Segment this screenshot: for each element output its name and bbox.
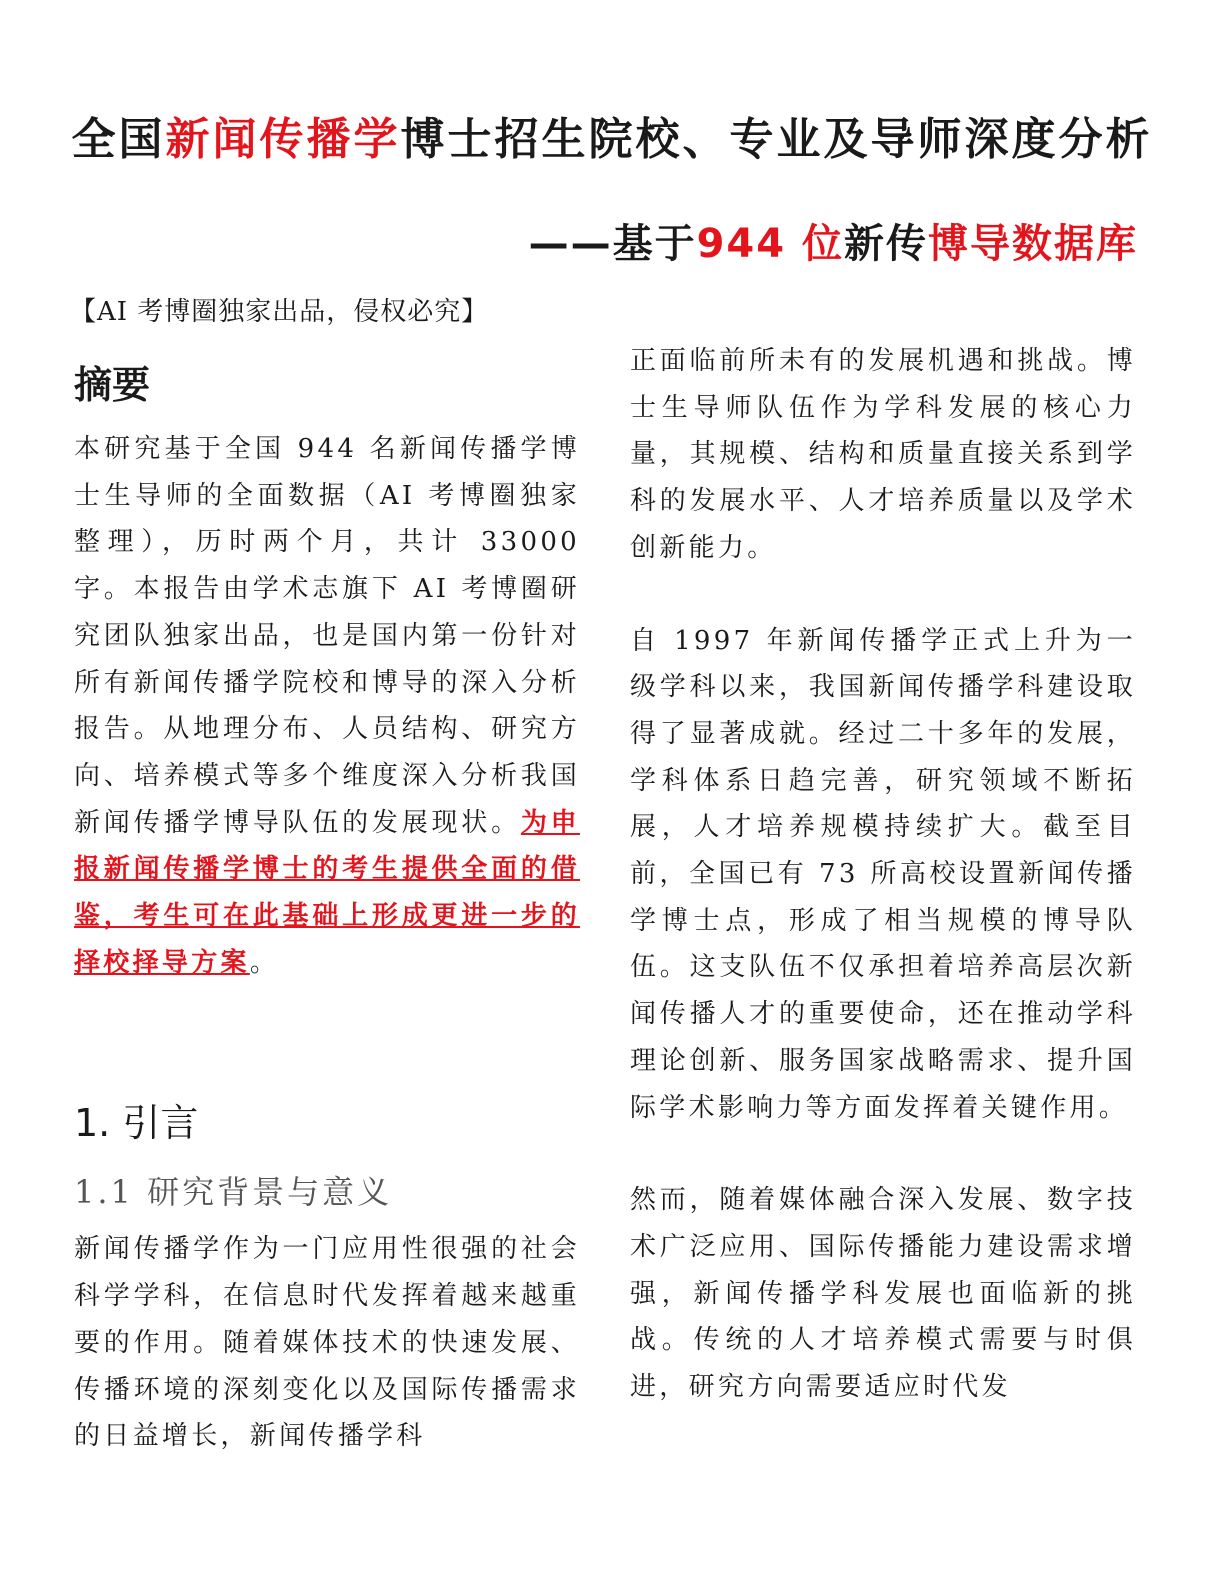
subtitle-middle: 新传	[844, 221, 928, 267]
title-prefix: 全国	[71, 114, 166, 165]
copyright-notice: 【AI 考博圈独家出品，侵权必究】	[70, 297, 489, 327]
subtitle-prefix: ——基于	[528, 221, 697, 267]
abstract-end: 。	[249, 947, 280, 978]
document-title	[0, 112, 1224, 168]
title-suffix: 博士招生院校、专业及导师深度分析	[400, 114, 1153, 165]
abstract-text: 本研究基于全国 944 名新闻传播学博士生导师的全面数据（AI 考博圈独家整理），历时两个月，共计 33000 字。本报告由学术志旗下 AI 考博圈研究团队独家出品，也是国内第一份针对所有新闻传播学院校和博导的深入分析报告。从地理分布、人员结构、研究方向、培养模式等多个维度深入分析我国新闻传播学博导队伍的发展现状。	[74, 434, 580, 838]
background-paragraph: 新闻传播学作为一门应用性很强的社会科学学科，在信息时代发挥着越来越重要的作用。随着媒体技术的快速发展、传播环境的深刻变化以及国际传播需求的日益增长，新闻传播学科	[74, 1234, 580, 1452]
section-heading-introduction: 1. 引言	[74, 1101, 199, 1146]
left-column	[70, 292, 580, 1460]
document-subtitle	[529, 218, 1138, 270]
subtitle-db-highlight: 博导数据库	[928, 221, 1138, 267]
abstract-paragraph	[74, 426, 580, 986]
right-paragraph-1: 正面临前所未有的发展机遇和挑战。博士生导师队伍作为学科发展的核心力量，其规模、结构和质量直接关系到学科的发展水平、人才培养质量以及学术创新能力。	[630, 346, 1136, 563]
subtitle-count-highlight: 944 位	[696, 221, 844, 267]
right-paragraph-3: 然而，随着媒体融合深入发展、数字技术广泛应用、国际传播能力建设需求增强，新闻传播学科发展也面临新的挑战。传统的人才培养模式需要与时俱进，研究方向需要适应时代发	[630, 1185, 1136, 1403]
title-highlight: 新闻传播学	[165, 114, 401, 165]
abstract-heading: 摘要	[74, 363, 151, 407]
abstract-emphasis: 为申报新闻传播学博士的考生提供全面的借鉴，考生可在此基础上形成更进一步的择校择导方案	[74, 807, 580, 978]
subsection-heading-background: 1.1 研究背景与意义	[74, 1173, 393, 1212]
right-paragraph-2: 自 1997 年新闻传播学正式上升为一级学科以来，我国新闻传播学科建设取得了显著成就。经过二十多年的发展，学科体系日趋完善，研究领域不断拓展，人才培养规模持续扩大。截至目前，全国已有 73 所高校设置新闻传播学博士点，形成了相当规模的博导队伍。这支队伍不仅承担着培养高层次新闻传播人才的重要使命，还在推动学科理论创新、服务国家战略需求、提升国际学术影响力等方面发挥着关键作用。	[630, 625, 1136, 1123]
right-column	[630, 338, 1136, 1411]
